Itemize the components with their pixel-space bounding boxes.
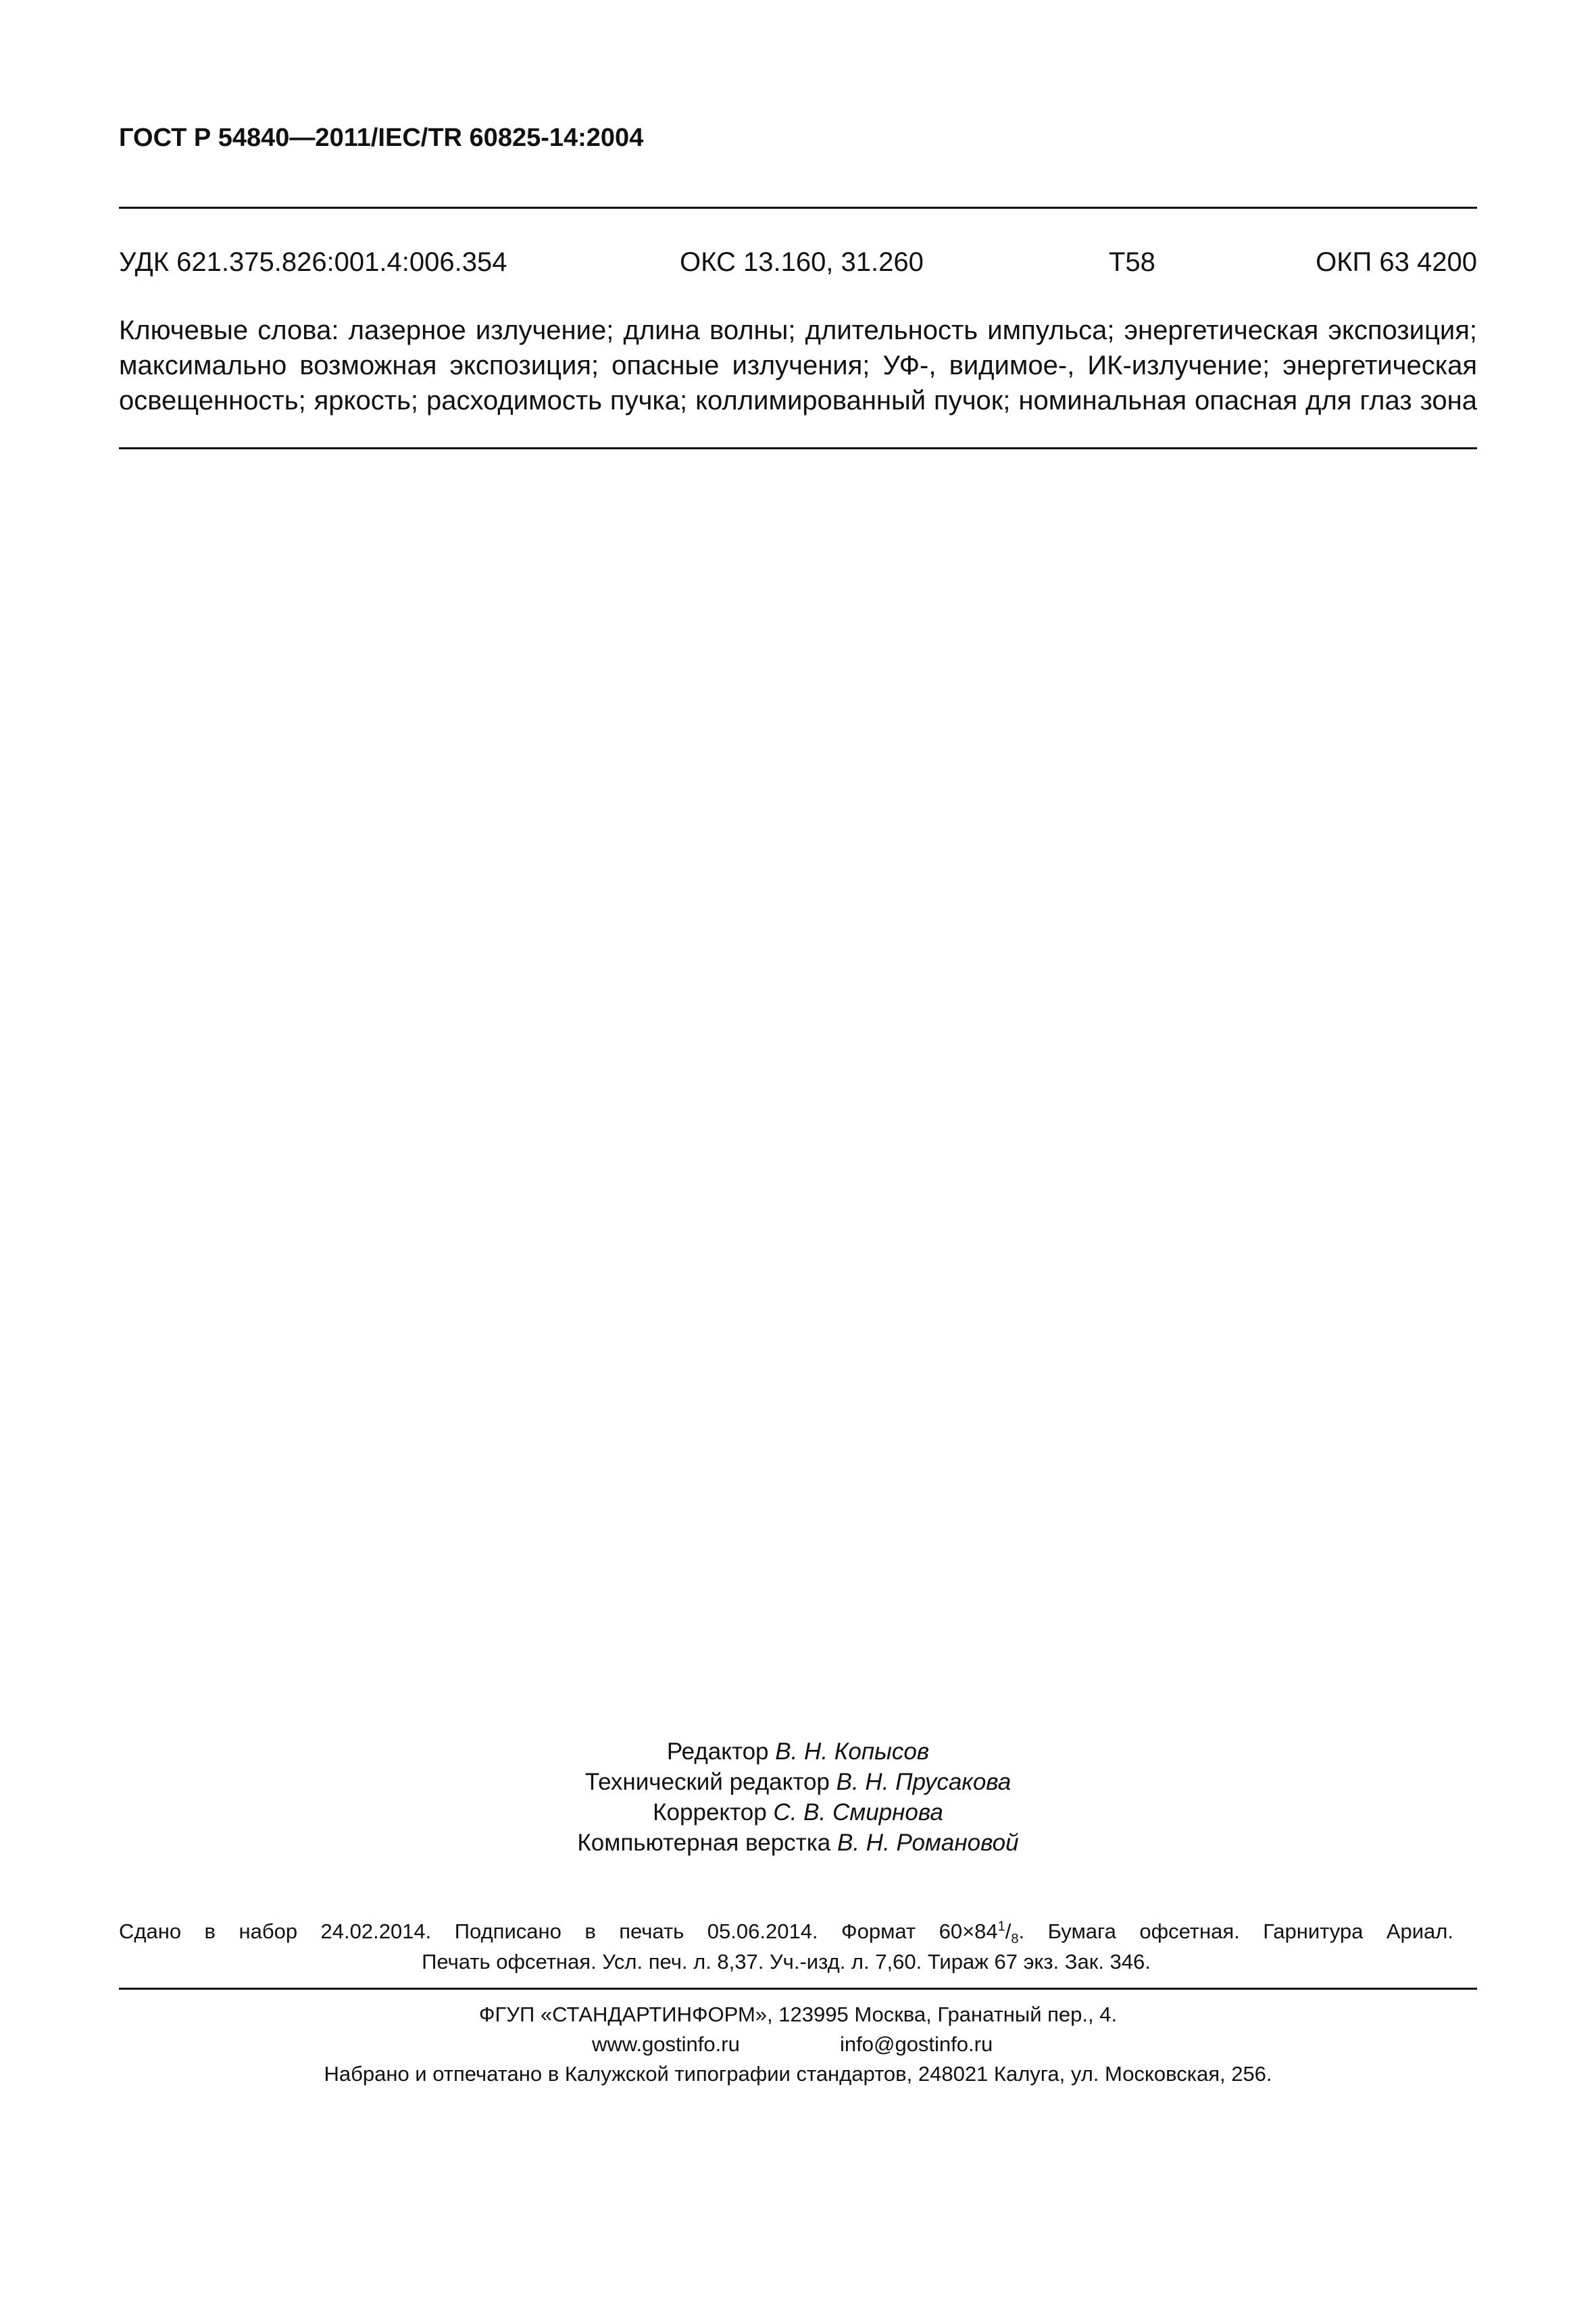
standard-code: ГОСТ Р 54840—2011/IEC/TR 60825-14:2004 [119, 124, 644, 152]
publisher-divider [119, 1988, 1477, 1990]
credit-role: Компьютерная верстка [577, 1830, 831, 1856]
publisher-block [119, 2000, 1477, 2089]
keywords-line: Ключевые слова: лазерное излучение; длина волны; длительность импульса; энергетическая экспозиция; [119, 316, 1477, 345]
keywords-line: максимально возможная экспозиция; опасные излучения; УФ-, видимое-, ИК-излучение; энергетическая [119, 351, 1477, 380]
paper-format: Формат $60\times 84^1/_8$. [841, 1919, 1025, 1947]
print-details: Печать офсетная. Усл. печ. л. 8,37. Уч.-изд. л. 7,60. Тираж 67 экз. Зак. 346. [422, 1950, 1151, 1973]
okp-code: ОКП 63 4200 [1316, 247, 1477, 277]
printer-info: Набрано и отпечатано в Калужской типографии стандартов, 248021 Калуга, ул. Московская, 256. [324, 2062, 1272, 2086]
credit-line [0, 1797, 1596, 1828]
keywords-line: освещенность; яркость; расходимость пучка; коллимированный пучок; номинальная опасная для глаз зона [119, 386, 1477, 416]
keywords-divider [119, 447, 1477, 449]
top-divider [119, 207, 1477, 209]
t-code: Т58 [1109, 247, 1155, 277]
credit-name: С. В. Смирнова [773, 1799, 943, 1826]
keywords-block [119, 313, 1477, 418]
oks-code: ОКС 13.160, 31.260 [680, 247, 924, 277]
credit-line [0, 1767, 1596, 1797]
submitted-date: Сдано в набор 24.02.2014. [119, 1919, 432, 1943]
publisher-email[interactable]: info@gostinfo.ru [840, 2032, 993, 2056]
udk-code: УДК 621.375.826:001.4:006.354 [119, 247, 507, 277]
credit-name: В. Н. Копысов [775, 1738, 930, 1765]
credits-block [0, 1736, 1596, 1858]
publisher-address: ФГУП «СТАНДАРТИНФОРМ», 123995 Москва, Гранатный пер., 4. [478, 2003, 1118, 2026]
signed-date: Подписано в печать 05.06.2014. [454, 1919, 818, 1943]
credit-line [0, 1828, 1596, 1858]
credit-role: Технический редактор [584, 1769, 830, 1795]
credit-role: Редактор [666, 1738, 769, 1765]
publisher-website[interactable]: www.gostinfo.ru [592, 2032, 740, 2056]
typeface: Гарнитура Ариал. [1263, 1919, 1453, 1943]
classification-row [119, 247, 1477, 281]
credit-role: Корректор [653, 1799, 767, 1826]
credit-name: В. Н. Прусакова [836, 1769, 1012, 1795]
credit-name: В. Н. Романовой [837, 1830, 1019, 1856]
credit-line [0, 1736, 1596, 1767]
print-info-block [119, 1916, 1453, 1977]
publisher-contacts [119, 2030, 1477, 2059]
paper-type: Бумага офсетная. [1047, 1919, 1240, 1943]
print-info-line [119, 1916, 1453, 1946]
